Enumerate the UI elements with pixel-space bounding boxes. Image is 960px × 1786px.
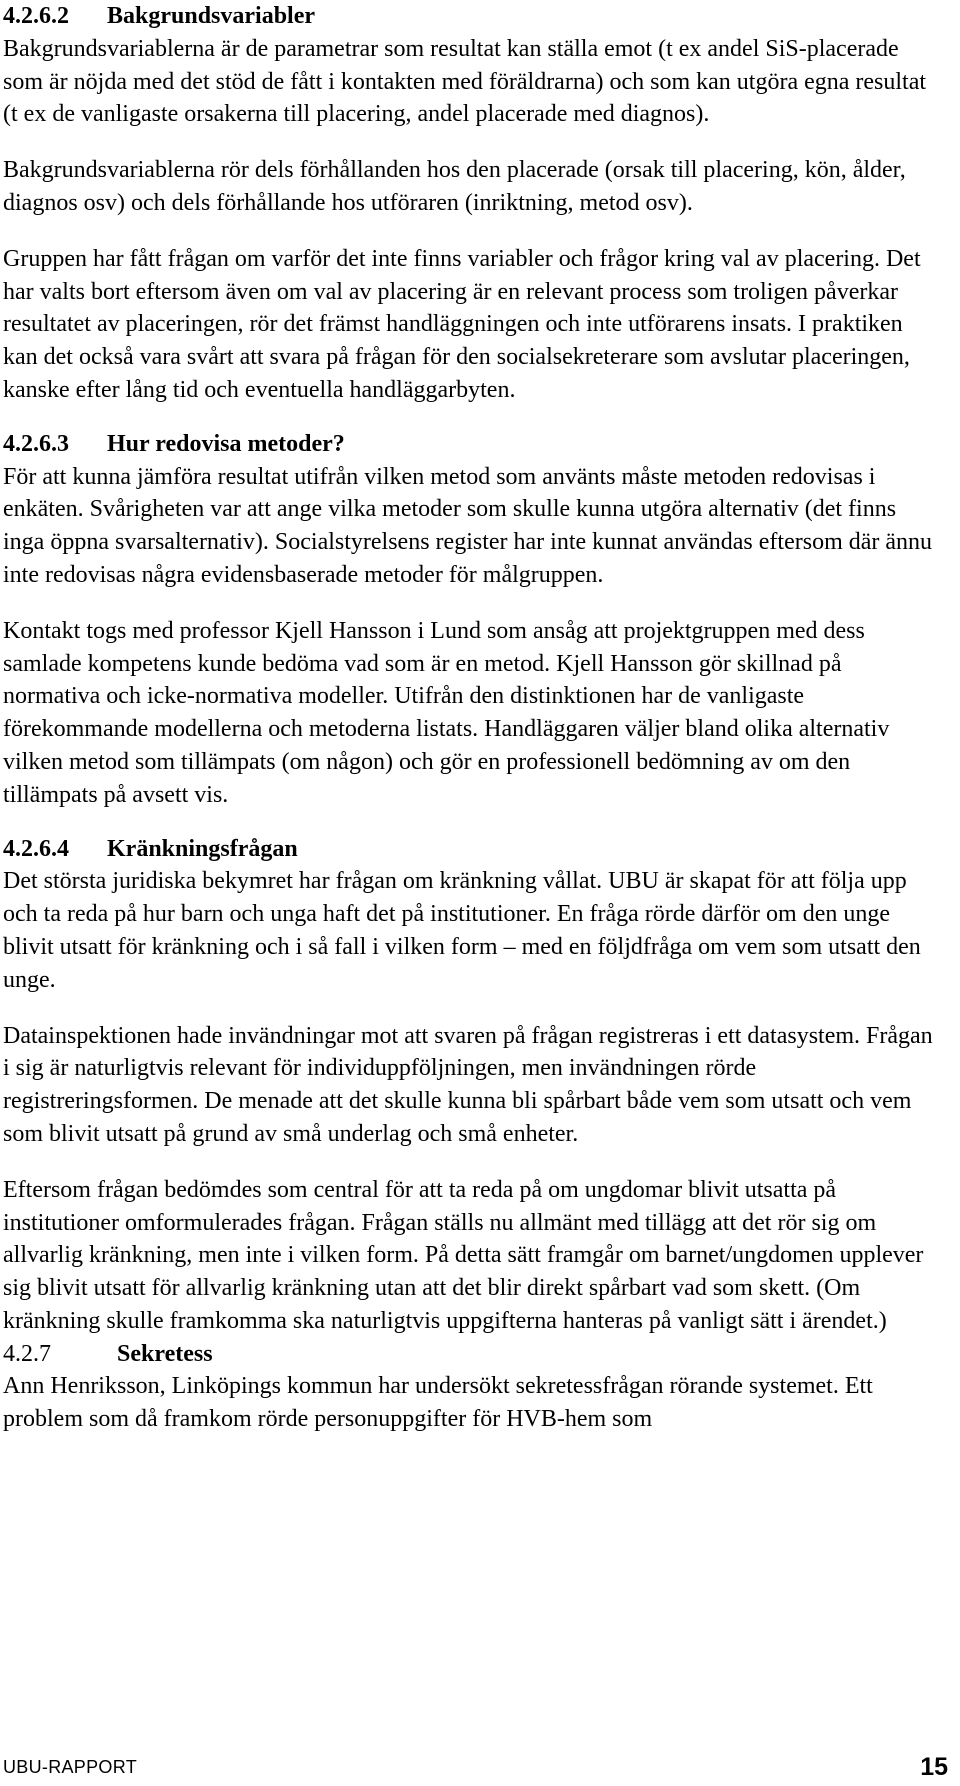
paragraph: Bakgrundsvariablerna är de parametrar som resultat kan ställa emot (t ex andel SiS-placerade som är nöjda med det stöd de fått i kontakten med föräldrarna) och som kan utgöra egna resultat (t ex de vanligaste orsakerna till placering, andel placerade med diagnos).	[3, 35, 927, 128]
paragraph: Gruppen har fått frågan om varför det inte finns variabler och frågor kring val av placering. Det har valts bort eftersom även om val av placering är en relevant process som troligen påverkar resultatet av placeringen, rör det främst handläggningen och inte utförarens insats. I praktiken kan det också vara svårt att svara på frågan för den socialsekreterare som avslutar placeringen, kanske efter lång tid och eventuella handläggarbyten.	[3, 245, 921, 403]
report-name: UBU-RAPPORT	[3, 1757, 137, 1777]
section-number: 4.2.6.3	[3, 430, 69, 457]
paragraph: För att kunna jämföra resultat utifrån vilken metod som använts måste metoden redovisas i enkäten. Svårigheten var att ange vilka metoder som skulle kunna utgöra alternativ (det finns inga öppna svarsalternativ). Socialstyrelsens register har inte kunnat användas eftersom där ännu inte redovisas några evidensbaserade metoder för målgruppen.	[3, 463, 933, 588]
paragraph: Bakgrundsvariablerna rör dels förhållanden hos den placerade (orsak till placering, kön, ålder, diagnos osv) och dels förhållande hos utföraren (inriktning, metod osv).	[3, 157, 906, 216]
page-number: 15	[920, 1753, 948, 1781]
section-number: 4.2.6.4	[3, 835, 69, 862]
section-title: Bakgrundsvariabler	[107, 3, 316, 29]
page-body	[3, 0, 935, 1436]
paragraph: Det största juridiska bekymret har frågan om kränkning vållat. UBU är skapat för att följa upp och ta reda på hur barn och unga haft det på institutioner. En fråga rörde därför om den unge blivit utsatt för kränkning och i så fall i vilken form – med en följdfråga om vem som utsatt den unge.	[3, 868, 921, 993]
section-title: Sekretess	[117, 1340, 213, 1367]
paragraph: Kontakt togs med professor Kjell Hansson i Lund som ansåg att projektgruppen med dess samlade kompetens kunde bedöma vad som är en metod. Kjell Hansson gör skillnad på normativa och icke-normativa modeller. Utifrån den distinktionen har de vanligaste förekommande modellerna och metoderna listats. Handläggaren väljer bland olika alternativ vilken metod som tillämpats (om någon) och gör en professionell bedömning av om den tillämpats på avsett vis.	[3, 617, 890, 808]
section-title: Hur redovisa metoder?	[107, 430, 345, 457]
section-heading	[3, 1338, 935, 1371]
page-footer	[3, 1753, 948, 1783]
paragraph: Ann Henriksson, Linköpings kommun har undersökt sekretessfrågan rörande systemet. Ett problem som då framkom rörde personuppgifter för HVB-hem som	[3, 1373, 873, 1433]
paragraph: Eftersom frågan bedömdes som central för att ta reda på om ungdomar blivit utsatta på institutioner omformulerades frågan. Frågan ställs nu allmänt med tillägg att det rör sig om allvarlig kränkning, men inte i vilken form. På detta sätt framgår om barnet/ungdomen upplever sig blivit utsatt för allvarlig kränkning utan att det blir direkt spårbart vad som skett. (Om kränkning skulle framkomma ska naturligtvis uppgifterna hanteras på vanligt sätt i ärendet.)	[3, 1176, 924, 1334]
paragraph: Datainspektionen hade invändningar mot att svaren på frågan registreras i ett datasystem. Frågan i sig är naturligtvis relevant för individuppföljningen, men invändningen rörde registreringsformen. De menade att det skulle kunna bli spårbart både vem som utsatt och vem som blivit utsatt på grund av små underlag och små enheter.	[3, 1022, 933, 1147]
section-title: Kränkningsfrågan	[107, 835, 298, 862]
section-heading	[3, 0, 935, 33]
section-heading	[3, 428, 935, 461]
section-heading	[3, 833, 935, 866]
section-number: 4.2.7	[3, 1340, 51, 1367]
section-number: 4.2.6.2	[3, 3, 69, 29]
